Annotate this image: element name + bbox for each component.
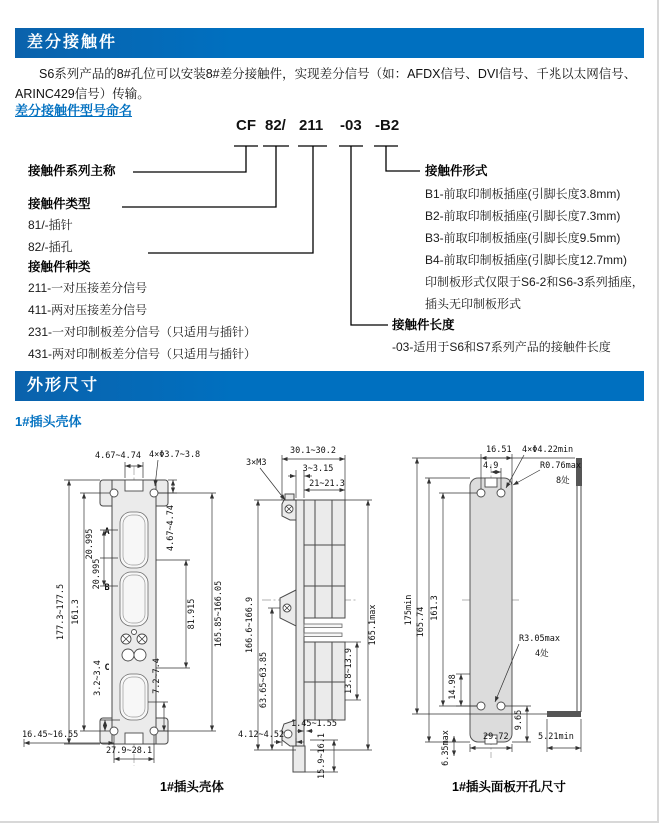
dim-mount-holes: 4×Φ3.7~3.8: [149, 450, 201, 460]
callout-line-form: [386, 146, 420, 171]
point-label-b: B: [104, 583, 110, 593]
form-item-b1: B1-前取印制板插座(引脚长度3.8mm): [425, 187, 621, 201]
dim-panel-height: 175min: [404, 594, 414, 626]
dim-hole-span: 161.3: [71, 599, 81, 625]
dim-height-right: 165.1max: [368, 604, 378, 646]
dim-cutout-width: 29.72: [483, 732, 509, 742]
dim-bottom-hole-offset: 16.45~16.55: [22, 730, 79, 740]
callout-line-kind: [148, 146, 313, 253]
dim-lower-span: 63.65~63.85: [259, 651, 269, 709]
section-header-outline-dimensions: [15, 371, 644, 401]
label-form: 接触件形式: [425, 164, 488, 178]
dim-bottom-offset-a: 14.98: [448, 674, 458, 700]
section1-title: 差分接触件: [27, 34, 118, 51]
view3-panel-cutout: [404, 445, 582, 766]
dim-foot-offset: 4.12~4.52: [238, 730, 285, 740]
dim-bottom-offset-right: 7.2~7.4: [152, 658, 162, 694]
callout-line-series: [133, 146, 246, 172]
dim-screw-spec: 3×M3: [246, 458, 267, 468]
dim-corner-radius: R0.76max: [540, 461, 581, 471]
label-type: 接触件类型: [28, 197, 91, 211]
dim-top-offset: 4.67~4.74: [166, 504, 176, 552]
dim-overall-height: 177.3~177.5: [56, 583, 66, 641]
dim-lower-block: 13.8~13.9: [344, 647, 354, 695]
form-item-b2: B2-前取印制板插座(引脚长度7.3mm): [425, 209, 621, 223]
point-label-a: A: [104, 527, 110, 537]
dim-bottom-offset-left: 3.2~3.4: [93, 660, 103, 696]
dim-panel-clearance: 5.21min: [538, 732, 574, 742]
dim-bottom-radius-note: 4处: [535, 649, 549, 659]
dim-gap: 1.45~1.55: [290, 719, 338, 729]
form-note-2: 插头无印制板形式: [425, 297, 522, 311]
technical-drawings: [0, 440, 659, 785]
section-header-differential-contact: [15, 28, 644, 58]
dim-cutout-height: 165.74: [416, 606, 426, 638]
dim-body-depth: 21~21.3: [309, 479, 345, 489]
dim-hole-pair-span: 16.51: [486, 445, 512, 455]
dim-top-tab-width: 4.67~4.74: [94, 451, 142, 461]
dim-hole-offset: 4.9: [483, 461, 499, 471]
dim-height-left: 166.6~166.9: [245, 596, 255, 654]
dim-hole-span-3: 161.3: [430, 595, 440, 621]
dim-edge-offset: 6.35max: [441, 730, 451, 766]
dim-hole-span-right: 165.85~166.05: [214, 580, 224, 648]
view1-plug-shell-front: [22, 450, 224, 766]
callout-line-length: [351, 146, 388, 325]
point-label-c: C: [104, 663, 110, 673]
dim-corner-radius-note: 8处: [556, 476, 570, 486]
dim-bottom-radius: R3.05max: [519, 634, 560, 644]
caption-plug-shell: 1#插头壳体: [160, 780, 224, 794]
dim-bottom-width: 27.9~28.1: [106, 746, 153, 756]
naming-section-title: 差分接触件型号命名: [15, 103, 133, 118]
dim-foot-height: 15.9~16.1: [317, 732, 327, 780]
part-number-type: 82/: [265, 117, 286, 134]
label-kind: 接触件种类: [28, 260, 91, 274]
part-number-series: CF: [236, 117, 256, 134]
kind-item-231: 231-一对印制板差分信号（只适用与插针）: [28, 325, 257, 339]
callout-line-type: [122, 146, 276, 207]
dim-holes-spec: 4×Φ4.22min: [522, 445, 574, 455]
caption-panel-cutout: 1#插头面板开孔尺寸: [452, 780, 566, 794]
dim-depth-total: 30.1~30.2: [289, 446, 337, 456]
length-item-03: -03-适用于S6和S7系列产品的接触件长度: [392, 340, 611, 354]
form-note-1: 印制板形式仅限于S6-2和S6-3系列插座，: [425, 275, 644, 289]
kind-item-211: 211-一对压接差分信号: [28, 281, 148, 295]
part-number-form: -B2: [375, 117, 400, 134]
intro-line2: ARINC429信号）传输。: [15, 87, 150, 101]
label-series: 接触件系列主称: [28, 164, 116, 178]
dim-flange-thickness: 3~3.15: [302, 464, 334, 474]
type-item-pin: 81/-插针: [28, 218, 73, 232]
section2-title: 外形尺寸: [27, 377, 100, 394]
view2-plug-shell-side: [238, 446, 378, 779]
dim-bottom-offset-b: 9.65: [514, 709, 524, 731]
intro-line1: S6系列产品的8#孔位可以安装8#差分接触件，实现差分信号（如：AFDX信号、DVI信号、千兆以太网信号、: [39, 67, 637, 81]
part-number-kind: 211: [299, 117, 324, 134]
panel-hatch-bottom: [547, 711, 581, 717]
kind-item-431: 431-两对印制板差分信号（只适用与插针）: [28, 347, 257, 361]
form-item-b4: B4-前取印制板插座(引脚长度12.7mm): [425, 253, 628, 267]
label-length: 接触件长度: [392, 318, 455, 332]
dim-pitch-b: 20.995: [92, 558, 102, 590]
dim-pitch-a: 20.995: [85, 528, 95, 560]
part-number-length: -03: [340, 117, 362, 134]
kind-item-411: 411-两对压接差分信号: [28, 303, 148, 317]
subsection-title: 1#插头壳体: [15, 414, 82, 429]
dim-cavity-span: 81.915: [187, 598, 197, 630]
type-item-socket: 82/-插孔: [28, 240, 73, 254]
form-item-b3: B3-前取印制板插座(引脚长度9.5mm): [425, 231, 621, 245]
